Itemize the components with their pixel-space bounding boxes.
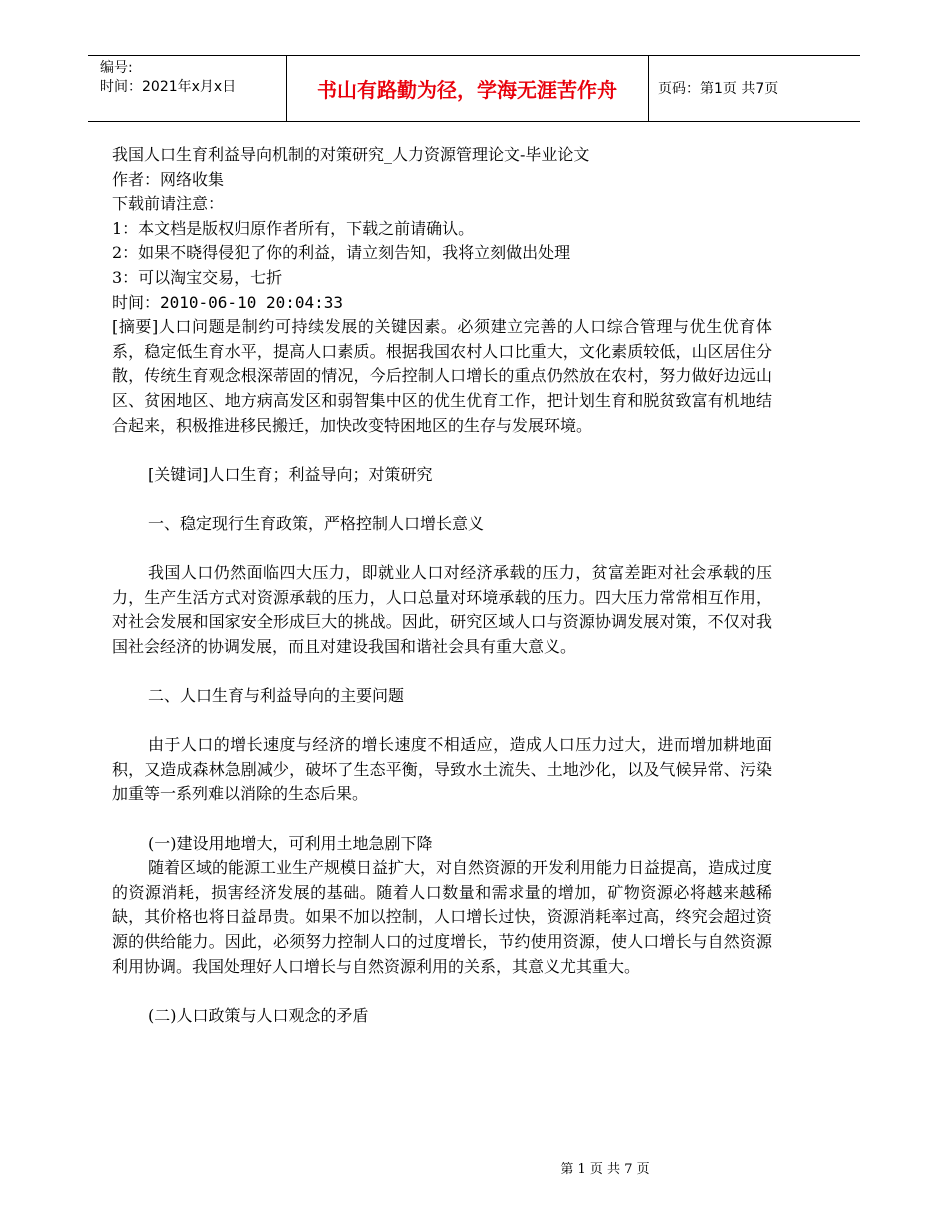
subsection-paragraph: 随着区域的能源工业生产规模日益扩大，对自然资源的开发利用能力日益提高，造成过度的资源消耗，损害经济发展的基础。随着人口数量和需求量的增加，矿物资源必将越来越稀缺，其价格也将日益昂贵。如果不加以控制，人口增长过快，资源消耗率过高，终究会超过资源的供给能力。因此，必须努力控制人口的过度增长，节约使用资源，使人口增长与自然资源利用协调。我国处理好人口增长与自然资源利用的关系，其意义尤其重大。 [112,858,773,976]
notice-item: 1：本文档是版权归原作者所有，下载之前请确认。 [112,218,475,238]
page-footer: 第 1 页 共 7 页 [560,1162,650,1177]
section-heading: 二、人口生育与利益导向的主要问题 [148,686,405,706]
header-page-info: 页码：第1页 共7页 [658,81,779,97]
notice-item: 2：如果不晓得侵犯了你的利益，请立刻告知，我将立刻做出处理 [112,243,571,263]
subsection-heading: (二)人口政策与人口观念的矛盾 [148,1005,369,1025]
document-body [112,143,772,1028]
section-heading: 一、稳定现行生育政策，严格控制人口增长意义 [148,513,485,533]
document-author: 作者：网络收集 [112,169,225,189]
document-title: 我国人口生育利益导向机制的对策研究_人力资源管理论文-毕业论文 [112,145,590,164]
header-motto: 书山有路勤为径，学海无涯苦作舟 [317,78,617,102]
subsection-heading: (一)建设用地增大，可利用土地急剧下降 [148,833,433,853]
section-paragraph: 由于人口的增长速度与经济的增长速度不相适应，造成人口压力过大，进而增加耕地面积，又造成森林急剧减少，破坏了生态平衡，导致水土流失、土地沙化，以及气候异常、污染加重等一系列难以消除的生态后果。 [112,735,772,804]
abstract-paragraph: [摘要]人口问题是制约可持续发展的关键因素。必须建立完善的人口综合管理与优生优育体系，稳定低生育水平，提高人口素质。根据我国农村人口比重大，文化素质较低，山区居住分散，传统生育观念根深蒂固的情况，今后控制人口增长的重点仍然放在农村，努力做好边远山区、贫困地区、地方病高发区和弱智集中区的优生优育工作，把计划生育和脱贫致富有机地结合起来，积极推进移民搬迁，加快改变特困地区的生存与发展环境。 [112,317,772,435]
document-time: 时间：2010-06-10 20:04:33 [112,292,344,312]
notice-item: 3：可以淘宝交易，七折 [112,267,283,287]
header-meta [100,59,236,97]
notice-heading: 下载前请注意： [112,194,225,214]
header-divider [648,56,649,121]
keywords-line: [关键词]人口生育；利益导向；对策研究 [148,464,433,484]
header-number-label: 编号: [100,60,133,76]
header-time-label: 时间：2021年x月x日 [100,79,237,95]
document-header [88,55,860,122]
section-paragraph: 我国人口仍然面临四大压力，即就业人口对经济承载的压力，贫富差距对社会承载的压力，生产生活方式对资源承载的压力，人口总量对环境承载的压力。四大压力常常相互作用，对社会发展和国家安全形成巨大的挑战。因此，研究区域人口与资源协调发展对策，不仅对我国社会经济的协调发展，而且对建设我国和谐社会具有重大意义。 [112,563,772,656]
